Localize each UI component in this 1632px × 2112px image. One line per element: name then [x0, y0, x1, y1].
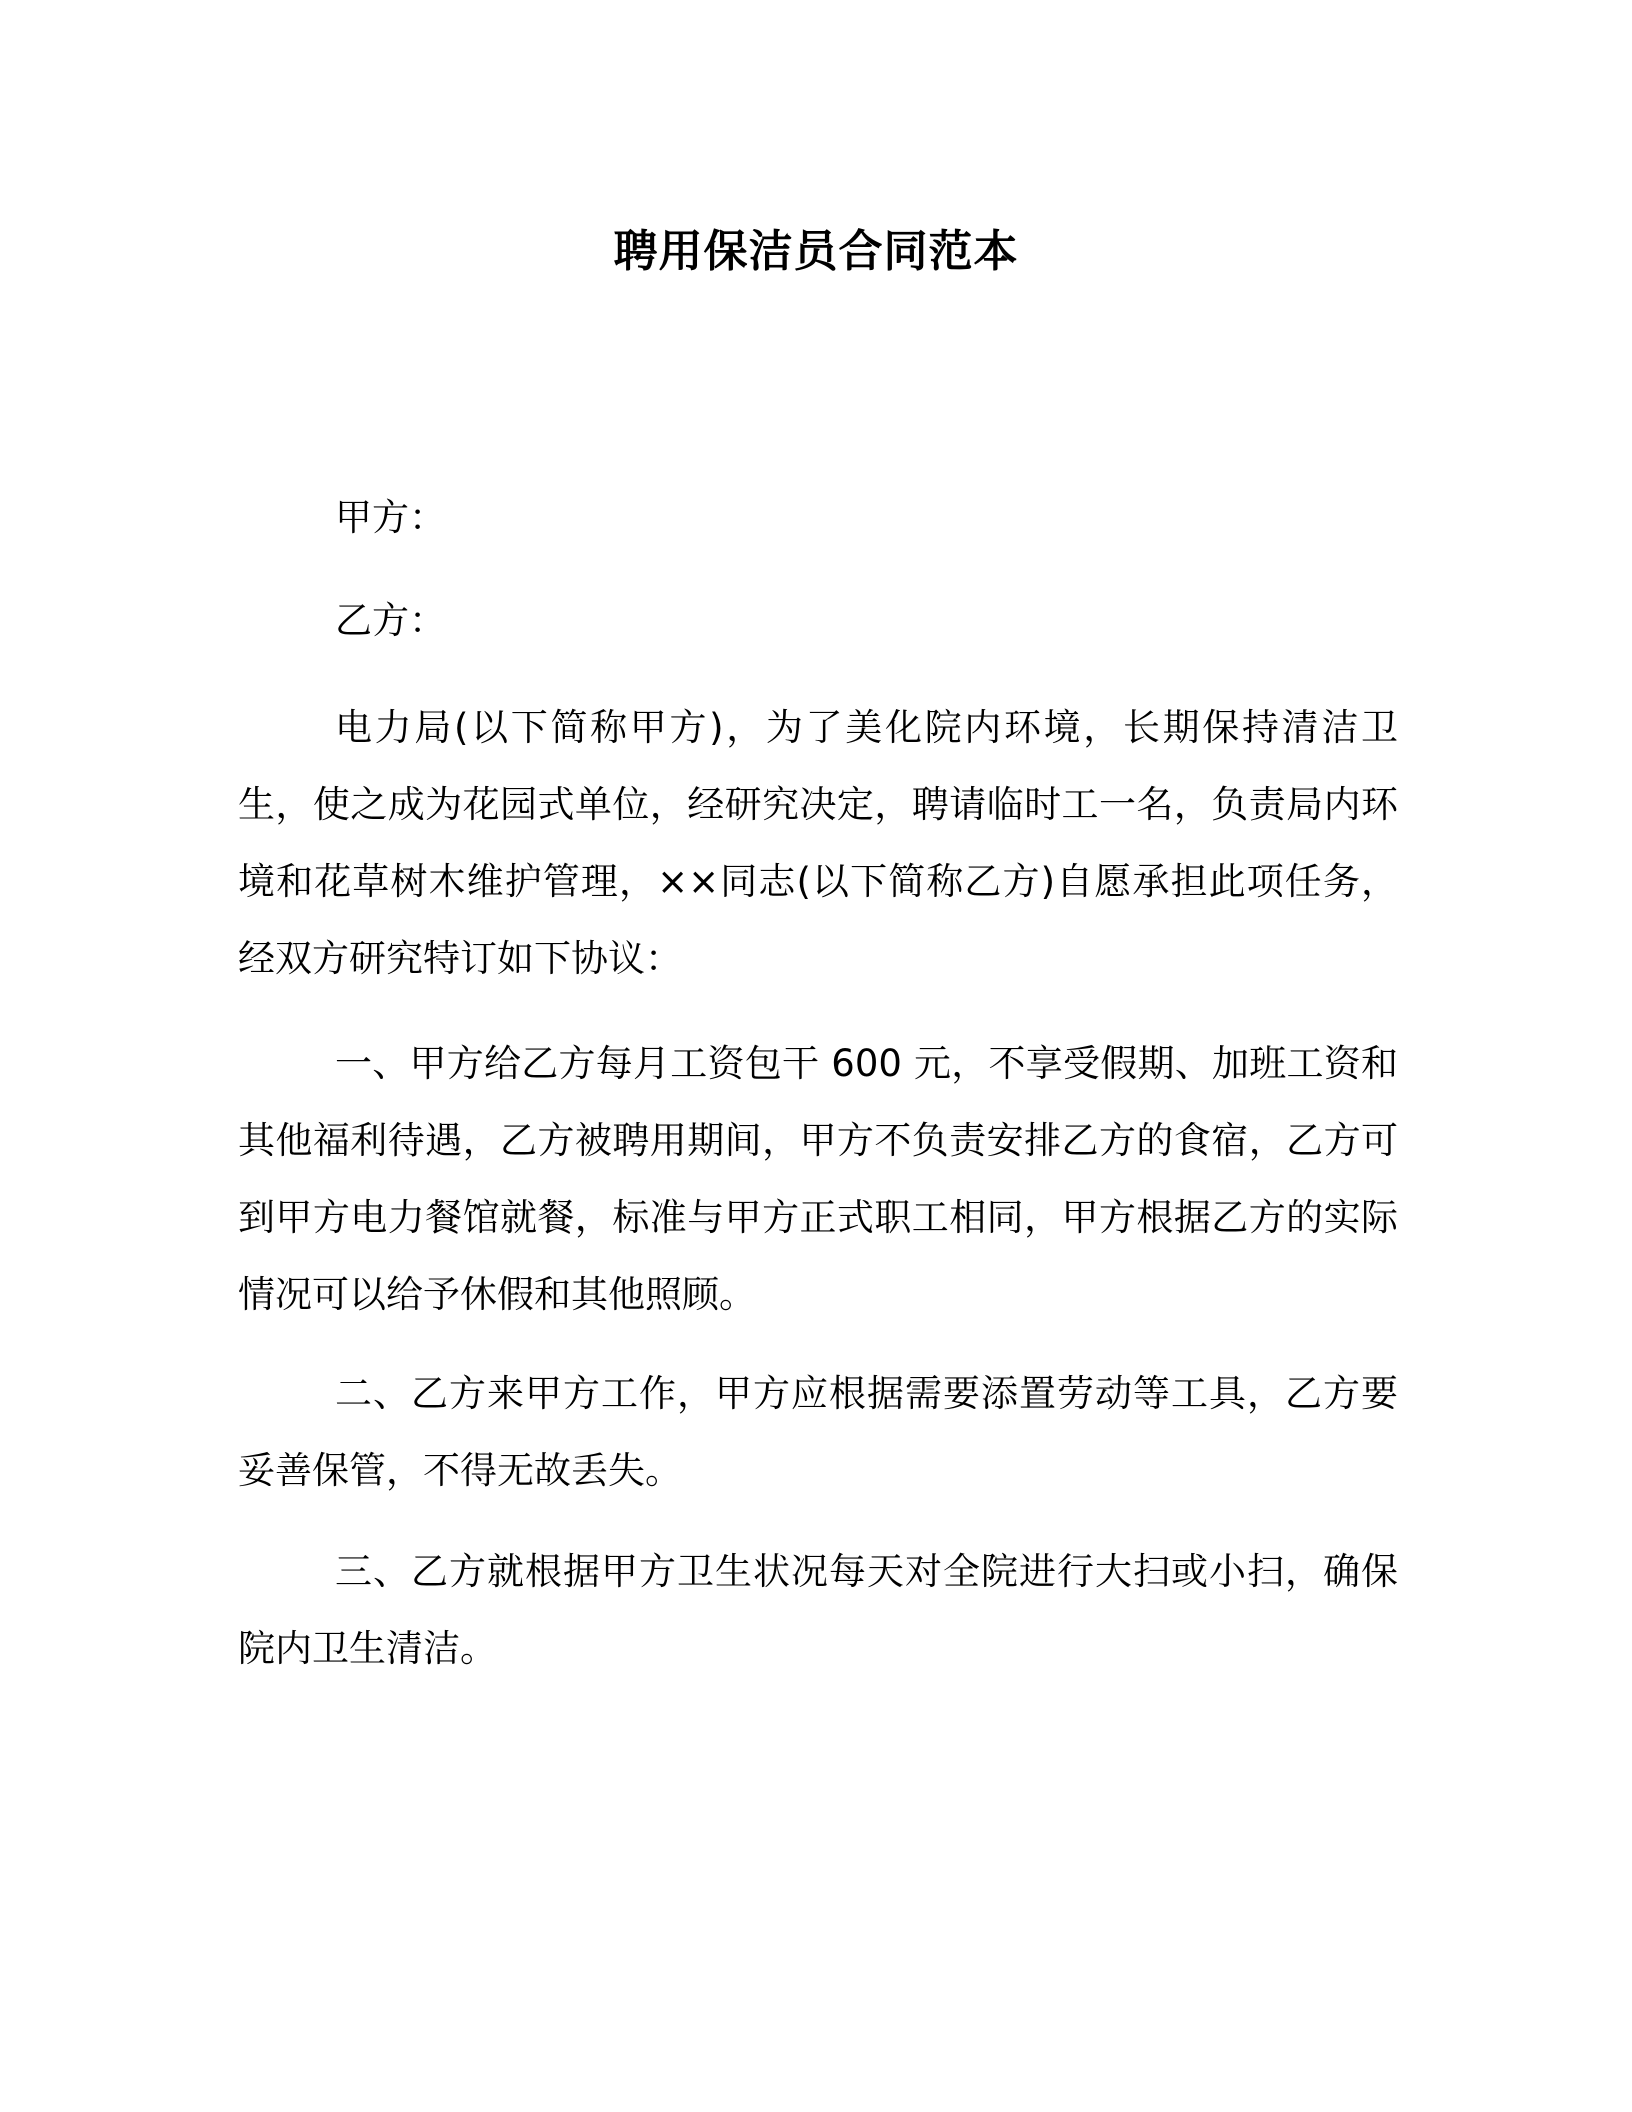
clause-2: 二、乙方来甲方工作，甲方应根据需要添置劳动等工具，乙方要妥善保管，不得无故丢失。: [238, 1372, 1398, 1492]
party-a-label: 甲方：: [335, 496, 446, 539]
party-b-label: 乙方：: [335, 599, 446, 642]
clause-1: 一、甲方给乙方每月工资包干 600 元，不享受假期、加班工资和其他福利待遇，乙方被聘用期间，甲方不负责安排乙方的食宿，乙方可到甲方电力餐馆就餐，标准与甲方正式职工相同，甲方根据乙方的实际情况可以给予休假和其他照顾。: [238, 1042, 1398, 1316]
document-title: 聘用保洁员合同范本: [613, 226, 1019, 277]
clause-3: 三、乙方就根据甲方卫生状况每天对全院进行大扫或小扫，确保院内卫生清洁。: [238, 1550, 1398, 1670]
intro-paragraph: 电力局(以下简称甲方)，为了美化院内环境，长期保持清洁卫生，使之成为花园式单位，经研究决定，聘请临时工一名，负责局内环境和花草树木维护管理，××同志(以下简称乙方)自愿承担此项任务，经双方研究特订如下协议：: [238, 706, 1398, 980]
